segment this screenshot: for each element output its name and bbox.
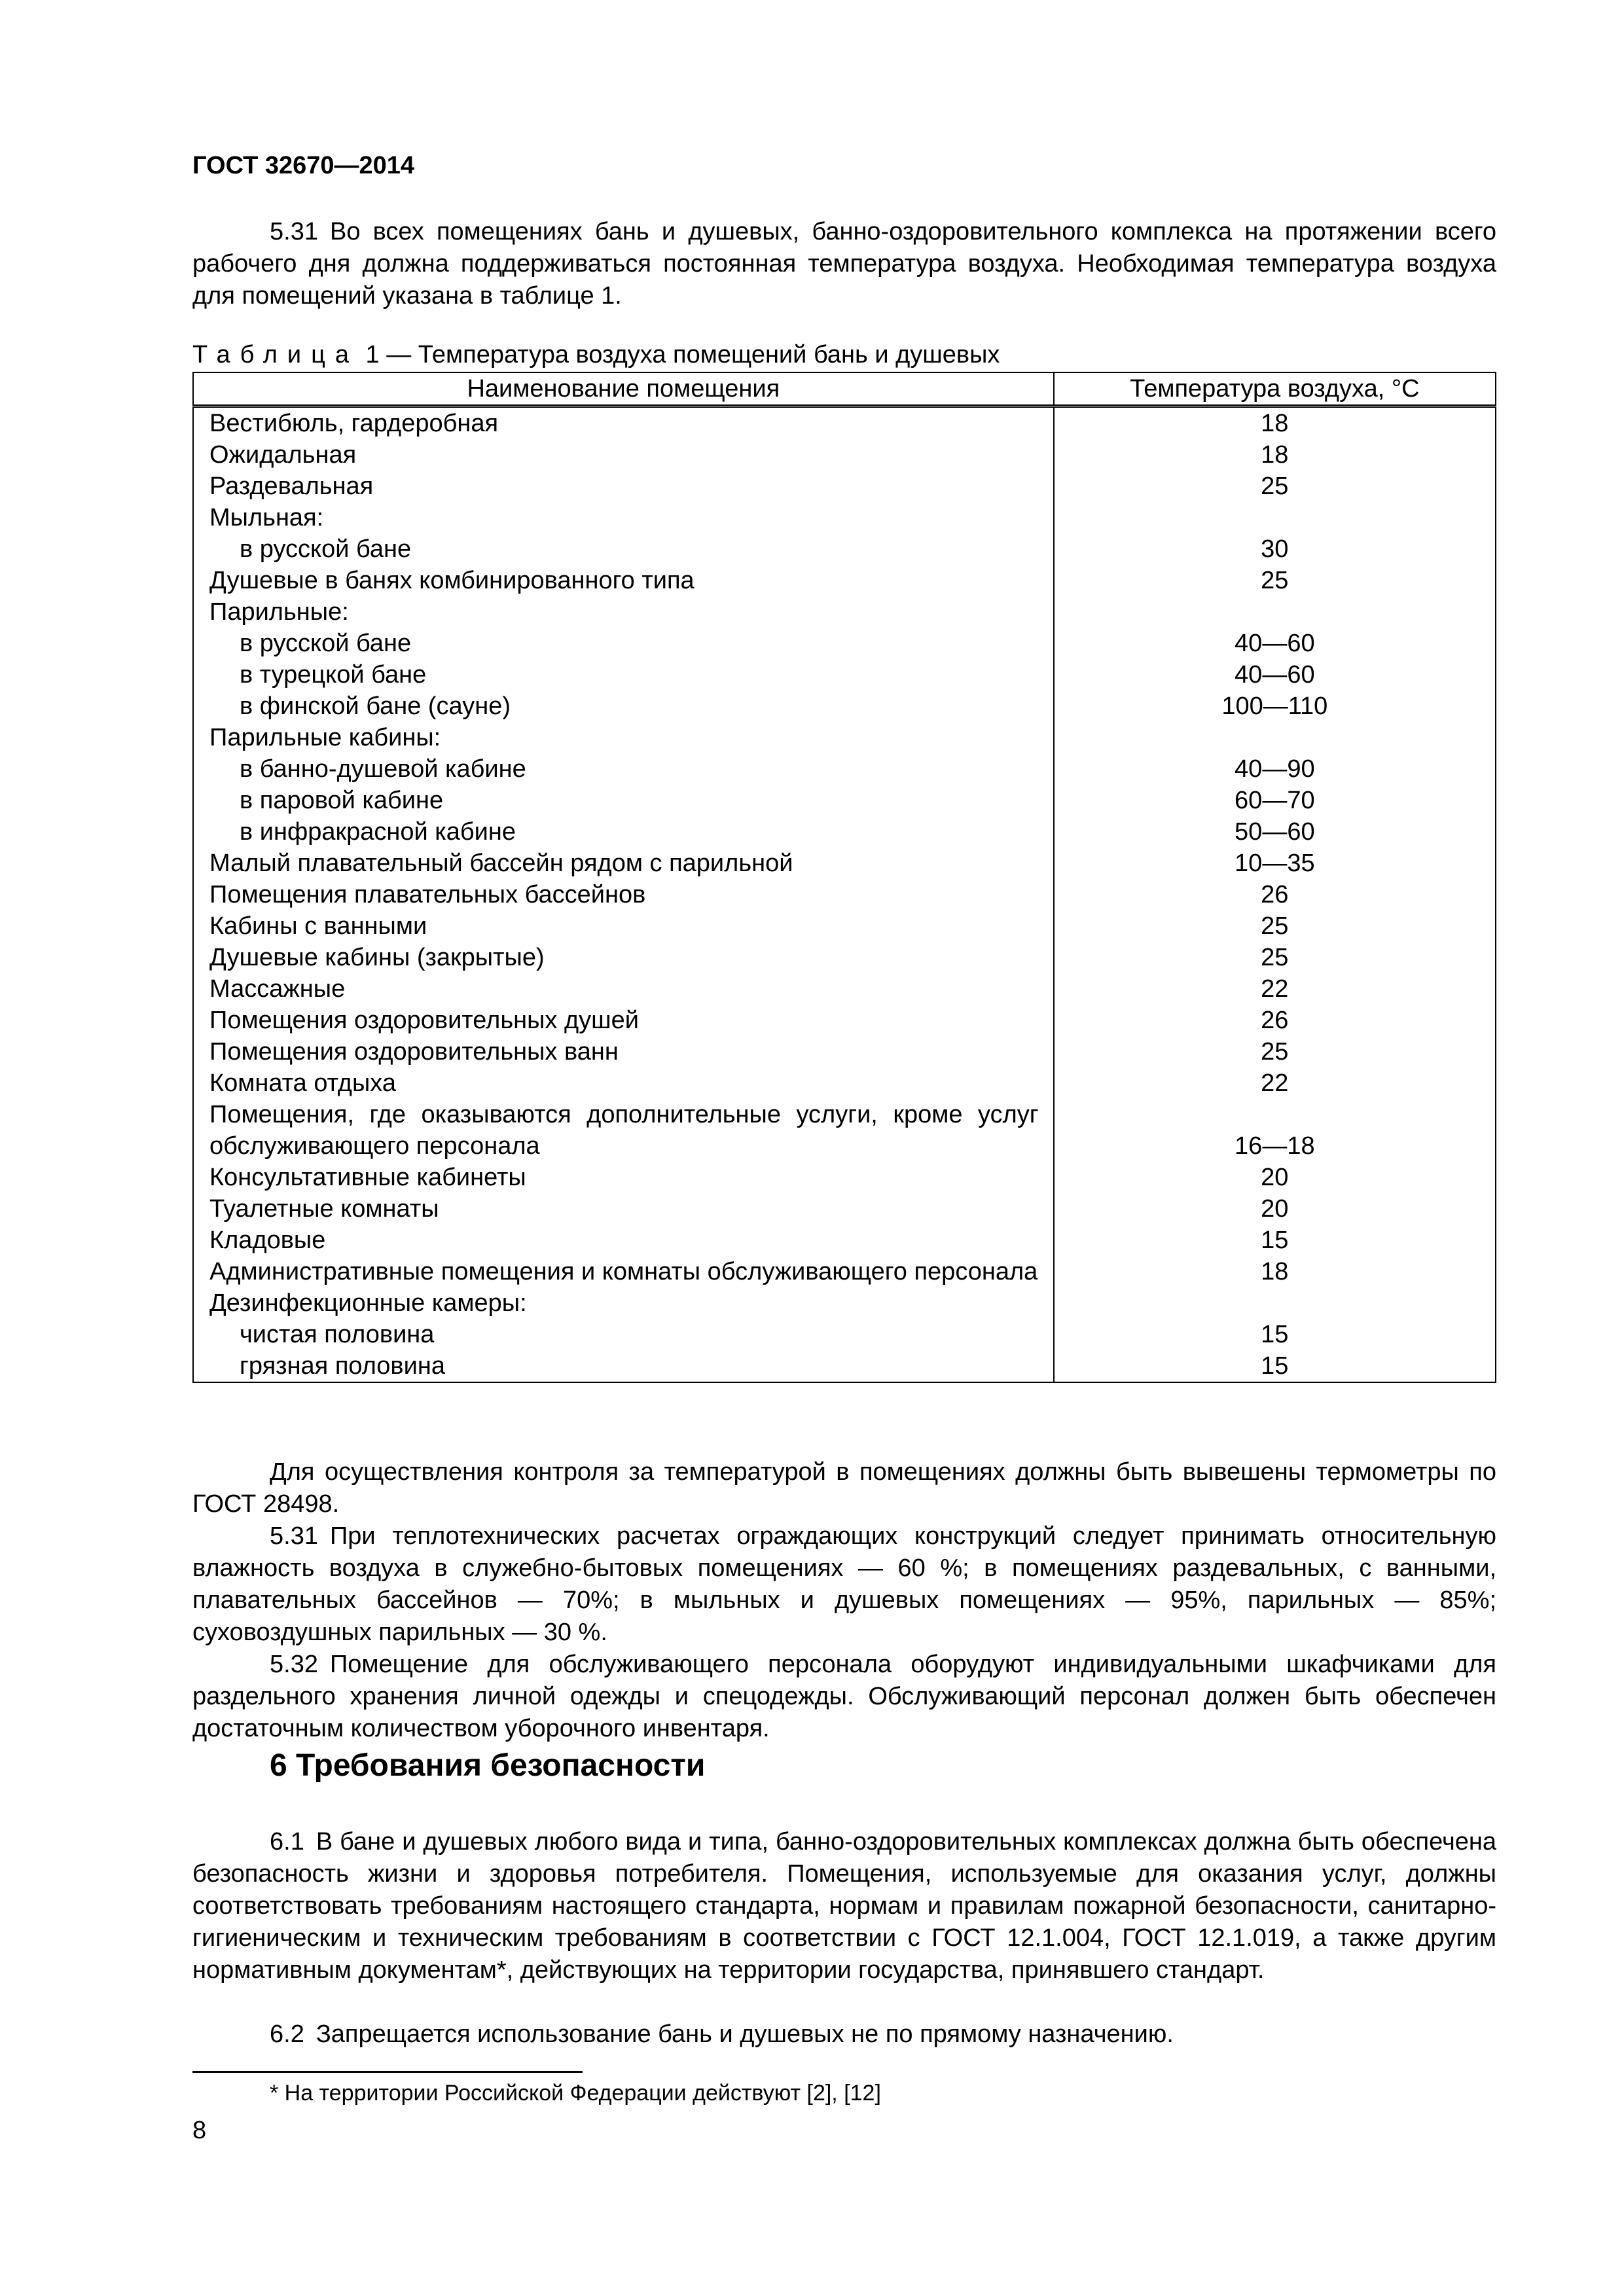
clause-5-31-humidity [192, 1520, 1496, 1649]
temperature-cell: 40—60 [1054, 659, 1496, 691]
temperature-cell: 20 [1054, 1193, 1496, 1225]
table-row [193, 1225, 1496, 1256]
column-header-temperature: Температура воздуха, °С [1054, 372, 1496, 406]
room-name-cell: Помещения оздоровительных ванн [193, 1036, 1054, 1067]
table-row [193, 406, 1496, 440]
clause-5-32 [192, 1649, 1496, 1745]
table-row [193, 1162, 1496, 1193]
column-header-room: Наименование помещения [193, 372, 1054, 406]
table-row [193, 596, 1496, 628]
clause-text: При теплотехнических расчетах ограждающих конструкций следует принимать относительную влажность воздуха в служебно-бытовых помещениях — 60 %; в помещениях раздевальных, с ванными, плавательных бассейнов — 70%; в мыльных и душевых помещениях — 95%, парильных — 85%; суховоздушных парильных — 30 %. [192, 1522, 1496, 1646]
footnote: * На территории Российской Федерации действуют [2], [12] [270, 2081, 881, 2106]
temperature-cell: 15 [1054, 1350, 1496, 1382]
clause-number: 6.2 [270, 2020, 304, 2048]
room-name-cell: Мыльная: [193, 502, 1054, 533]
temperature-cell: 18 [1054, 1256, 1496, 1287]
temperature-cell: 25 [1054, 471, 1496, 502]
table-row [193, 565, 1496, 596]
room-name-cell: в турецкой бане [193, 659, 1054, 691]
table-row [193, 659, 1496, 691]
room-name-cell: Душевые в банях комбинированного типа [193, 565, 1054, 596]
clause-5-31-intro [192, 216, 1496, 312]
room-name-cell: Туалетные комнаты [193, 1193, 1054, 1225]
temperature-cell: 60—70 [1054, 785, 1496, 816]
table-row [193, 1287, 1496, 1319]
room-name-cell: Вестибюль, гардеробная [193, 406, 1054, 440]
table-row [193, 1256, 1496, 1287]
temperature-cell: 18 [1054, 406, 1496, 440]
room-name-cell: в русской бане [193, 533, 1054, 565]
temperature-cell: 40—90 [1054, 753, 1496, 785]
temperature-cell: 22 [1054, 1067, 1496, 1099]
table-row [193, 628, 1496, 659]
temperature-cell: 26 [1054, 1005, 1496, 1036]
room-name-cell: в инфракрасной кабине [193, 816, 1054, 848]
table-row [193, 1067, 1496, 1099]
room-name-cell: чистая половина [193, 1319, 1054, 1350]
room-name-cell: Помещения оздоровительных душей [193, 1005, 1054, 1036]
temperature-cell [1054, 1287, 1496, 1319]
room-name-cell: Парильные: [193, 596, 1054, 628]
table-row [193, 942, 1496, 973]
room-name-cell: в русской бане [193, 628, 1054, 659]
temperature-cell [1054, 596, 1496, 628]
temperature-cell [1054, 502, 1496, 533]
table-row [193, 1193, 1496, 1225]
temperature-cell: 26 [1054, 879, 1496, 910]
clause-6-1 [192, 1826, 1496, 1986]
table-row [193, 722, 1496, 753]
table-row [193, 691, 1496, 722]
room-name-cell: Раздевальная [193, 471, 1054, 502]
table-row [193, 471, 1496, 502]
temperature-cell: 15 [1054, 1319, 1496, 1350]
room-name-cell: Парильные кабины: [193, 722, 1054, 753]
temperature-cell: 50—60 [1054, 816, 1496, 848]
room-name-cell: Комната отдыха [193, 1067, 1054, 1099]
temperature-cell: 22 [1054, 973, 1496, 1005]
section-6-heading: 6 Требования безопасности [270, 1748, 706, 1783]
temperature-cell: 15 [1054, 1225, 1496, 1256]
temperature-cell: 16—18 [1054, 1099, 1496, 1162]
table-row [193, 1005, 1496, 1036]
clause-text: Запрещается использование бань и душевых не по прямому назначению. [316, 2020, 1174, 2048]
room-name-cell: в паровой кабине [193, 785, 1054, 816]
room-name-cell: Кабины с ванными [193, 910, 1054, 942]
thermometer-paragraph: Для осуществления контроля за температурой в помещениях должны быть вывешены термометры по ГОСТ 28498. [192, 1458, 1496, 1518]
table-row [193, 533, 1496, 565]
table-row [193, 910, 1496, 942]
room-name-cell: Ожидальная [193, 439, 1054, 471]
temperature-cell: 18 [1054, 439, 1496, 471]
room-name-cell: Душевые кабины (закрытые) [193, 942, 1054, 973]
temperature-cell: 25 [1054, 1036, 1496, 1067]
room-name-cell: Консультативные кабинеты [193, 1162, 1054, 1193]
table-row [193, 879, 1496, 910]
temperature-cell: 25 [1054, 565, 1496, 596]
clause-text: Помещение для обслуживающего персонала оборудуют индивидуальными шкафчиками для раздельного хранения личной одежды и спецодежды. Обслуживающий персонал должен быть обеспечен достаточным количеством уборочного инвентаря. [192, 1651, 1496, 1742]
temperature-cell [1054, 722, 1496, 753]
room-name-cell: в финской бане (сауне) [193, 691, 1054, 722]
page-number: 8 [192, 2117, 207, 2144]
table-row [193, 1319, 1496, 1350]
temperature-cell: 30 [1054, 533, 1496, 565]
table-caption [192, 339, 1000, 371]
clause-text: Во всех помещениях бань и душевых, банно-оздоровительного комплекса на протяжении всего рабочего дня должна поддерживаться постоянная температура воздуха. Необходимая температура воздуха для помещений указана в таблице 1. [192, 218, 1496, 310]
table-row [193, 973, 1496, 1005]
table-row [193, 1036, 1496, 1067]
table-row [193, 1099, 1496, 1162]
temperature-cell: 25 [1054, 942, 1496, 973]
table-row [193, 753, 1496, 785]
footnote-divider [192, 2071, 583, 2073]
clause-number: 5.31 [270, 1522, 318, 1550]
room-name-cell: в банно-душевой кабине [193, 753, 1054, 785]
room-name-cell: грязная половина [193, 1350, 1054, 1382]
table-row [193, 816, 1496, 848]
temperature-cell: 20 [1054, 1162, 1496, 1193]
temperature-cell: 25 [1054, 910, 1496, 942]
room-name-cell: Массажные [193, 973, 1054, 1005]
clause-6-2 [192, 2018, 1496, 2051]
table-caption-title: 1 — Температура воздуха помещений бань и душевых [359, 341, 1000, 368]
table-row [193, 1350, 1496, 1382]
temperature-cell: 10—35 [1054, 848, 1496, 879]
temperature-table [192, 372, 1496, 1383]
table-row [193, 502, 1496, 533]
room-name-cell: Административные помещения и комнаты обслуживающего персонала [193, 1256, 1054, 1287]
document-code-header: ГОСТ 32670—2014 [192, 152, 415, 179]
table-body [193, 406, 1496, 1383]
table-header-row [193, 372, 1496, 406]
table-row [193, 848, 1496, 879]
table-row [193, 785, 1496, 816]
temperature-cell: 40—60 [1054, 628, 1496, 659]
clause-text: В бане и душевых любого вида и типа, банно-оздоровительных комплексах должна быть обеспечена безопасность жизни и здоровья потребителя. Помещения, используемые для оказания услуг, должны соответствовать требованиям настоящего стандарта, нормам и правилам пожарной безопасности, санитарно-гигиеническим и техническим требованиям в соответствии с ГОСТ 12.1.004, ГОСТ 12.1.019, а также другим нормативным документам*, действующих на территории государства, принявшего стандарт. [192, 1828, 1496, 1984]
clause-number: 5.32 [270, 1651, 318, 1678]
temperature-cell: 100—110 [1054, 691, 1496, 722]
room-name-cell: Кладовые [193, 1225, 1054, 1256]
clause-number: 6.1 [270, 1828, 304, 1856]
table-caption-word: Таблица [192, 341, 359, 368]
room-name-cell: Дезинфекционные камеры: [193, 1287, 1054, 1319]
room-name-cell: Помещения, где оказываются дополнительные услуги, кроме услуг обслуживающего персонала [193, 1099, 1054, 1162]
room-name-cell: Малый плавательный бассейн рядом с парильной [193, 848, 1054, 879]
room-name-cell: Помещения плавательных бассейнов [193, 879, 1054, 910]
table-row [193, 439, 1496, 471]
clause-number: 5.31 [270, 218, 318, 245]
